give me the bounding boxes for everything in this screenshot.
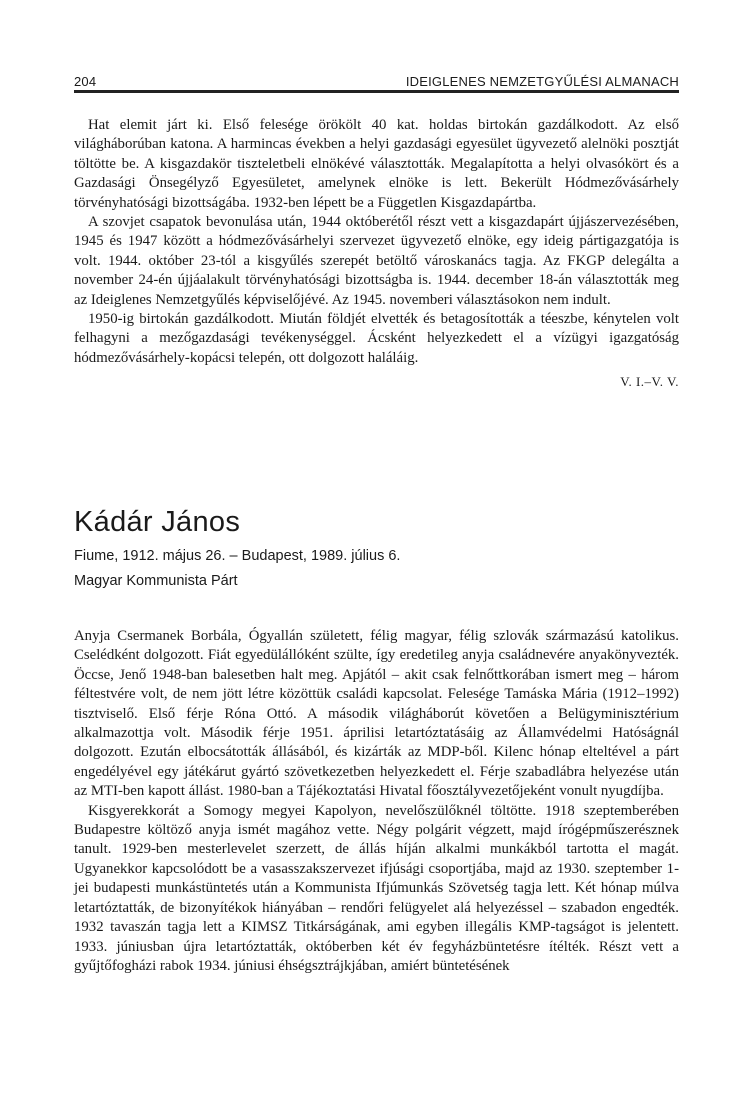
entry-title: Kádár János [74, 506, 241, 538]
entry-dates: Fiume, 1912. május 26. – Budapest, 1989. július 6. [74, 548, 401, 564]
page-number: 204 [74, 74, 97, 89]
page-header [74, 72, 679, 90]
entry-party: Magyar Kommunista Párt [74, 573, 238, 589]
paragraph: Kisgyerekkorát a Somogy megyei Kapolyon, nevelőszülőknél töltötte. 1918 szeptemberében Budapestre költöző anyja ismét magához vette. Négy polgárit végzett, majd írógépműszerésznek tanult. 1929-ben mesterlevelet szerzett, de állás híján alkalmi munkákból tartotta el magát. Ugyanekkor kapcsolódott be a vasasszakszervezet ifjúsági csoportjába, majd az 1930. szeptember 1-jei budapesti munkástüntetés után a Kommunista Ifjúmunkás Szövetség tagja lett. Két hónap múlva letartóztatták, de bizonyítékok hiányában – rendőri felügyelet alá helyezéssel – szabadon engedték. 1932 tavaszán tagja lett a KIMSZ Titkárságának, ami egyben illegális KMP-tagságot is jelentett. 1933. júniusban újra letartóztatták, októberben két év fegyházbüntetésre ítélték. Részt vett a gyűjtőfogházi rabok 1934. júniusi éhségsztrájkjában, amiért büntetésének [74, 802, 679, 974]
previous-entry-text [74, 116, 679, 392]
paragraph: Anyja Csermanek Borbála, Ógyallán született, félig magyar, félig szlovák származású katolikus. Cselédként dolgozott. Fiát egyedülállóként szülte, így eredetileg anyja családnevére anyakönyvezték. Öccse, Jenő 1948-ban balesetben halt meg. Apjától – akit csak felnőttkorában ismert meg – három féltestvére volt, de nem jött létre közöttük családi kapcsolat. Felesége Tamáska Mária (1912–1992) tisztviselő. Első férje Róna Ottó. A második világháborút követően a Belügyminisztérium alkalmazottja volt. Második férje 1951. áprilisi letartóztatásáig az Államvédelmi Hatóságnál dolgozott. Ezután elbocsátották állásából, és kizárták az MDP-ből. Kilenc hónap elteltével a párt engedélyével egy játékárut gyártó szövetkezetben helyezkedett el. Férje szabadlábra helyezése után az MTI-ben kapott állást. 1980-ban a Tájékoztatási Hivatal főosztályvezetőjeként vonult nyugdíjba. [74, 628, 679, 800]
running-title: IDEIGLENES NEMZETGYŰLÉSI ALMANACH [405, 74, 679, 89]
entry-biography [74, 627, 679, 976]
author-signature: V. I.–V. V. [620, 374, 679, 390]
paragraph: A szovjet csapatok bevonulása után, 1944 októberétől részt vett a kisgazdapárt újjászervezésében, 1945 és 1947 között a hódmezővásárhelyi szervezet ügyvezető elnöke, egy ideig pártigazgatója is volt. 1944. október 23-tól a kisgyűlés szerepét betöltő városkanács tagja. Az FKGP delegálta a november 24-én újjáalakult törvényhatósági bizottságba is. 1944. december 18-án választották meg az Ideiglenes Nemzetgyűlés képviselőjévé. Az 1945. novemberi választásokon nem indult. [74, 214, 679, 308]
paragraph: 1950-ig birtokán gazdálkodott. Miután földjét elvették és betagosították a téeszbe, kénytelen volt felhagyni a mezőgazdasági tevékenységgel. Ácsként helyezkedett el a vízügyi igazgatóság hódmezővásárhely-kopácsi telepén, ott dolgozott haláláig. [74, 311, 679, 366]
header-rule [74, 90, 679, 93]
paragraph: Hat elemit járt ki. Első felesége örökölt 40 kat. holdas birtokán gazdálkodott. Az első világháborúban katona. A harmincas években a helyi gazdasági egyesület ügyvezető alelnöki posztját töltötte be. A kisgazdakör tiszteletbeli elnökévé választották. Megalapította a helyi olvasókört és a Gazdasági Önsegélyző Egyesületet, amelynek elnöke is lett. Bekerült Hódmezővásárhely törvényhatósági bizottságába. 1932-ben lépett be a Független Kisgazdapártba. [74, 117, 679, 211]
